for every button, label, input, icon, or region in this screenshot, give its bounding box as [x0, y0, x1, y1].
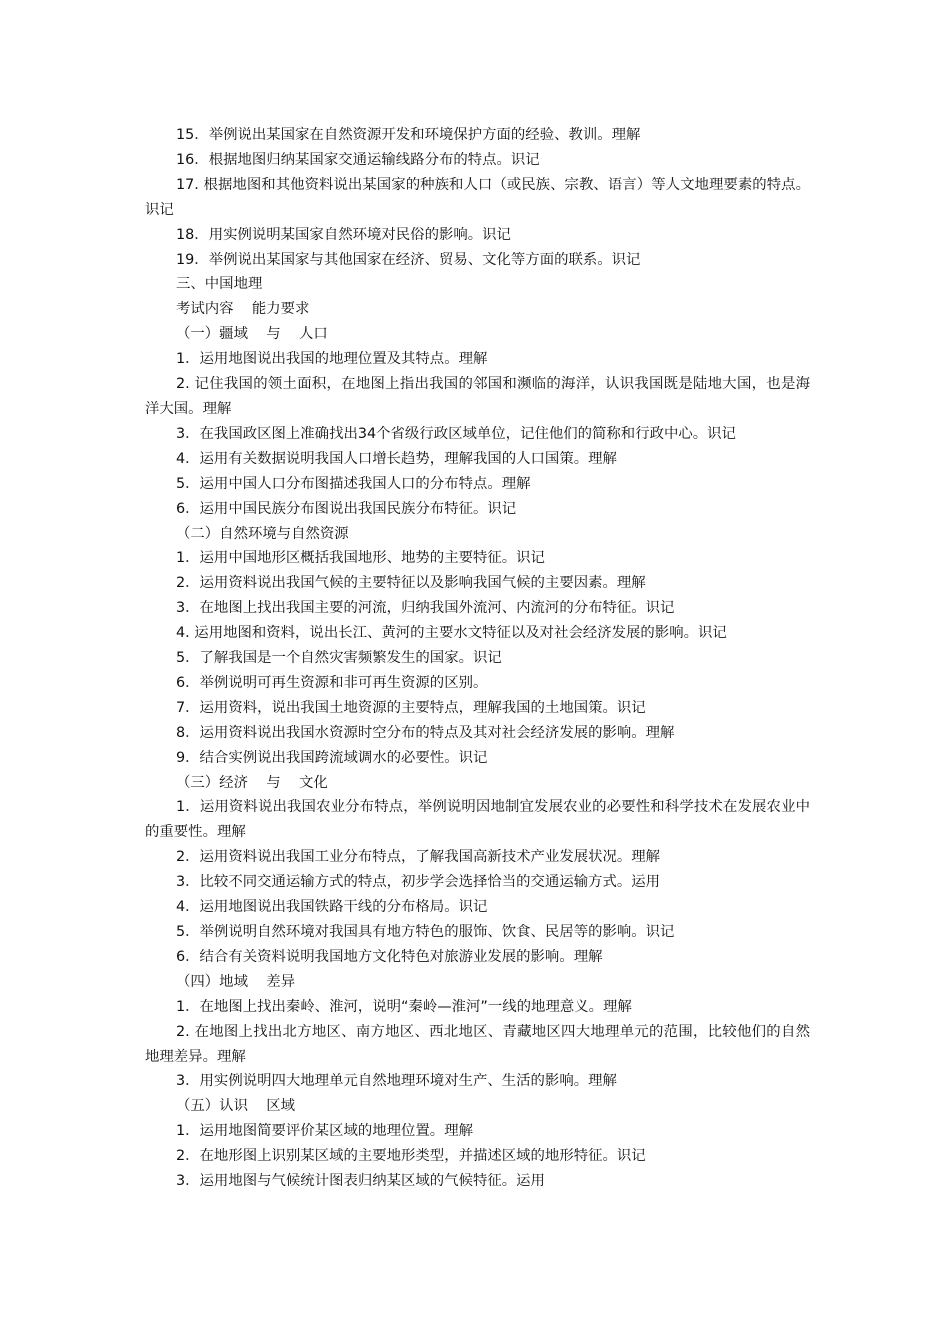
requirement-item: 2. 在地图上找出北方地区、南方地区、西北地区、青藏地区四大地理单元的范围，比较他们的自然地理差异。理解 — [145, 1023, 810, 1065]
requirement-item: 3．在我国政区图上准确找出34个省级行政区域单位，记住他们的简称和行政中心。识记 — [176, 425, 736, 442]
requirement-item: 1．运用地图说出我国的地理位置及其特点。理解 — [176, 351, 488, 368]
requirement-item: 2．运用资料说出我国气候的主要特征以及影响我国气候的主要因素。理解 — [176, 575, 646, 592]
requirement-item: 16．根据地图归纳某国家交通运输线路分布的特点。识记 — [176, 151, 540, 168]
requirement-item: 5．运用中国人口分布图描述我国人口的分布特点。理解 — [176, 475, 531, 492]
requirement-item: 8．运用资料说出我国水资源时空分布的特点及其对社会经济发展的影响。理解 — [176, 724, 675, 741]
requirement-item: 1．在地图上找出秦岭、淮河，说明“秦岭—淮河”一线的地理意义。理解 — [176, 998, 632, 1015]
requirement-item: 17. 根据地图和其他资料说出某国家的种族和人口（或民族、宗教、语言）等人文地理要素的特点。识记 — [145, 176, 810, 218]
requirement-item: 15．举例说出某国家在自然资源开发和环境保护方面的经验、教训。理解 — [176, 127, 641, 143]
requirement-item: 3．在地图上找出我国主要的河流，归纳我国外流河、内流河的分布特征。识记 — [176, 600, 675, 617]
requirement-item: 5．了解我国是一个自然灾害频繁发生的国家。识记 — [176, 650, 502, 667]
requirement-item: 4．运用有关数据说明我国人口增长趋势，理解我国的人口国策。理解 — [176, 450, 617, 467]
section-heading: （一）疆域 与 人口 — [176, 326, 328, 343]
requirement-item: 1．运用资料说出我国农业分布特点，举例说明因地制宜发展农业的必要性和科学技术在发展农业中的重要性。理解 — [145, 799, 810, 841]
section-heading: （三）经济 与 文化 — [176, 774, 328, 791]
requirement-item: 4. 运用地图和资料，说出长江、黄河的主要水文特征以及对社会经济发展的影响。识记 — [176, 625, 727, 642]
requirement-item: 6．运用中国民族分布图说出我国民族分布特征。识记 — [176, 500, 517, 517]
requirement-item: 6．举例说明可再生资源和非可再生资源的区别。 — [176, 674, 488, 691]
requirement-item: 18．用实例说明某国家自然环境对民俗的影响。识记 — [176, 226, 511, 243]
document-body — [145, 123, 810, 1194]
requirement-item: 2．在地形图上识别某区域的主要地形类型，并描述区域的地形特征。识记 — [176, 1148, 646, 1165]
requirement-item: 3．用实例说明四大地理单元自然地理环境对生产、生活的影响。理解 — [176, 1073, 617, 1090]
requirement-item: 5．举例说明自然环境对我国具有地方特色的服饰、饮食、民居等的影响。识记 — [176, 924, 675, 940]
requirement-item: 1．运用地图简要评价某区域的地理位置。理解 — [176, 1123, 473, 1140]
section-heading: （二）自然环境与自然资源 — [176, 525, 349, 542]
section-heading: （五）认识 区域 — [176, 1098, 296, 1115]
requirement-item: 1．运用中国地形区概括我国地形、地势的主要特征。识记 — [176, 550, 545, 567]
requirement-item: 7．运用资料，说出我国土地资源的主要特点，理解我国的土地国策。识记 — [176, 699, 646, 716]
requirement-item: 3．比较不同交通运输方式的特点，初步学会选择恰当的交通运输方式。运用 — [176, 874, 661, 891]
requirement-item: 2．运用资料说出我国工业分布特点，了解我国高新技术产业发展状况。理解 — [176, 849, 661, 866]
section-heading: （四）地域 差异 — [176, 973, 296, 990]
requirement-item: 9．结合实例说出我国跨流域调水的必要性。识记 — [176, 749, 488, 766]
requirement-item: 19．举例说出某国家与其他国家在经济、贸易、文化等方面的联系。识记 — [176, 251, 641, 268]
section-heading: 考试内容 能力要求 — [176, 301, 310, 318]
section-heading: 三、中国地理 — [176, 276, 263, 293]
requirement-item: 3．运用地图与气候统计图表归纳某区域的气候特征。运用 — [176, 1173, 545, 1190]
requirement-item: 6．结合有关资料说明我国地方文化特色对旅游业发展的影响。理解 — [176, 948, 603, 965]
requirement-item: 4．运用地图说出我国铁路干线的分布格局。识记 — [176, 899, 488, 916]
requirement-item: 2. 记住我国的领土面积，在地图上指出我国的邻国和濒临的海洋，认识我国既是陆地大国，也是海洋大国。理解 — [145, 376, 810, 417]
